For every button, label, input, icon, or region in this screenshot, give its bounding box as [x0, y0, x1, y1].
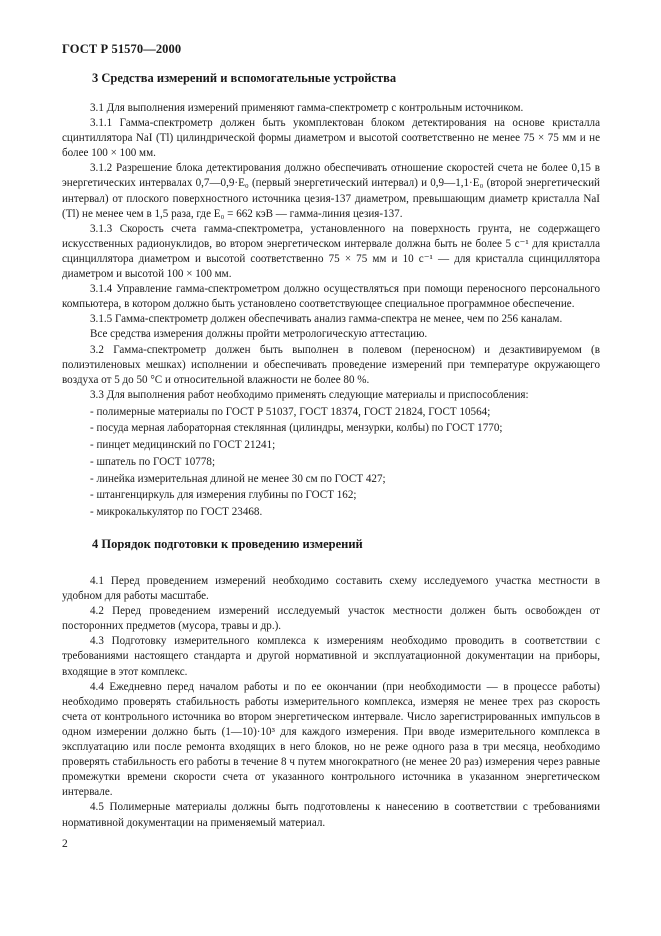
paragraph-3-1-1: 3.1.1 Гамма-спектрометр должен быть укомплектован блоком детектирования на основе кристалла сцинтиллятора NaI (Tl) цилиндрической формы диаметром и высотой соответственно не менее 75 × 75 мм и не более 100 × 100 мм. [62, 117, 600, 160]
paragraph-3-1-5: 3.1.5 Гамма-спектрометр должен обеспечивать анализ гамма-спектра не менее, чем по 256 каналам. [90, 313, 563, 326]
paragraph-3-3: 3.3 Для выполнения работ необходимо применять следующие материалы и приспособления: [90, 388, 529, 401]
paragraph-3-1-3: 3.1.3 Скорость счета гамма-спектрометра, установленного на поверхность грунта, не содержащего искусственных радионуклидов, во втором энергетическом интервале должна быть не более 5 с⁻¹ для кристалла сцинциллятора диаметром и высотой соответственно 75 × 75 мм и 10 с⁻¹ — для кристалла сцинциллятора диаметром и высотой 100 × 100 мм. [62, 222, 600, 281]
list-item: - микрокалькулятор по ГОСТ 23468. [90, 506, 263, 519]
paragraph-4-5: 4.5 Полимерные материалы должны быть подготовлены к нанесению в соответствии с требованиями нормативной документации на применяемый материал. [62, 801, 600, 829]
paragraph-4-1: 4.1 Перед проведением измерений необходимо составить схему исследуемого участка местности в удобном для работы масштабе. [62, 575, 600, 603]
paragraph-4-4: 4.4 Ежедневно перед началом работы и по ее окончании (при необходимости — в процессе работы) необходимо проверять стабильность работы измерительного комплекса, измеряя не менее трех раз скорость счета от контрольного источника во втором энергетическом интервале. Число зарегистрированных импульсов в одном измерении должно быть (1—10)·10³ для каждого измерения. При вводе измерительного комплекса в эксплуатацию или после ремонта входящих в него блоков, но не реже одного раза в три месяца, необходимо проверять стабильность его работы в течение 8 ч путем многократного (не менее 20 раз) измерения через равные промежутки времени скорости счета от указанного контрольного источника в указанном энергетическом интервале. [62, 680, 600, 799]
document-code-header: ГОСТ Р 51570—2000 [62, 42, 182, 56]
page-number: 2 [62, 838, 68, 850]
paragraph-4-3: 4.3 Подготовку измерительного комплекса к измерениям необходимо проводить в соответствии с требованиями настоящего стандарта и другой нормативной и эксплуатационной документации на приборы, входящие в этот комплекс. [62, 635, 600, 678]
paragraph-3-2: 3.2 Гамма-спектрометр должен быть выполнен в полевом (переносном) и дезактивируемом (в полиэтиленовых мешках) исполнении и обеспечивать проведение измерений при температуре окружающего воздуха от 5 до 50 °С и относительной влажности не более 80 %. [62, 343, 600, 386]
paragraph-attestation: Все средства измерения должны пройти метрологическую аттестацию. [90, 328, 428, 341]
list-item: - шпатель по ГОСТ 10778; [90, 455, 216, 468]
list-item: - посуда мерная лабораторная стеклянная (цилиндры, мензурки, колбы) по ГОСТ 1770; [90, 422, 503, 435]
paragraph-3-1-4: 3.1.4 Управление гамма-спектрометром должно осуществляться при помощи переносного персонального компьютера, в котором должно быть установлено соответствующее специальное программное обеспечение. [62, 283, 600, 311]
section-3-body [62, 101, 600, 520]
list-item: - штангенциркуль для измерения глубины по ГОСТ 162; [90, 489, 357, 502]
section-4-title: 4 Порядок подготовки к проведению измерений [92, 537, 363, 551]
section-4-body [62, 574, 600, 831]
list-item: - пинцет медицинский по ГОСТ 21241; [90, 439, 276, 452]
paragraph-3-1-2: 3.1.2 Разрешение блока детектирования должно обеспечивать отношение скоростей счета не более 0,15 в энергетических интервалах 0,7—0,9·E₀ (первый энергетический интервал) и 0,9—1,1·E₀ (второй энергетический интервал) от плоского поверхностного источника цезия-137 диаметром, превышающим диаметр кристалла NaI (Tl) не менее чем в 1,5 раза, где E₀ = 662 кэВ — гамма-линия цезия-137. [62, 162, 600, 220]
paragraph-3-1: 3.1 Для выполнения измерений применяют гамма-спектрометр с контрольным источником. [90, 102, 524, 114]
list-item: - полимерные материалы по ГОСТ Р 51037, ГОСТ 18374, ГОСТ 21824, ГОСТ 10564; [90, 405, 491, 418]
list-item: - линейка измерительная длиной не менее 30 см по ГОСТ 427; [90, 472, 386, 485]
paragraph-4-2: 4.2 Перед проведением измерений исследуемый участок местности должен быть освобожден от посторонних предметов (мусора, травы и др.). [62, 605, 600, 633]
section-3-title: 3 Средства измерений и вспомогательные устройства [92, 71, 397, 85]
